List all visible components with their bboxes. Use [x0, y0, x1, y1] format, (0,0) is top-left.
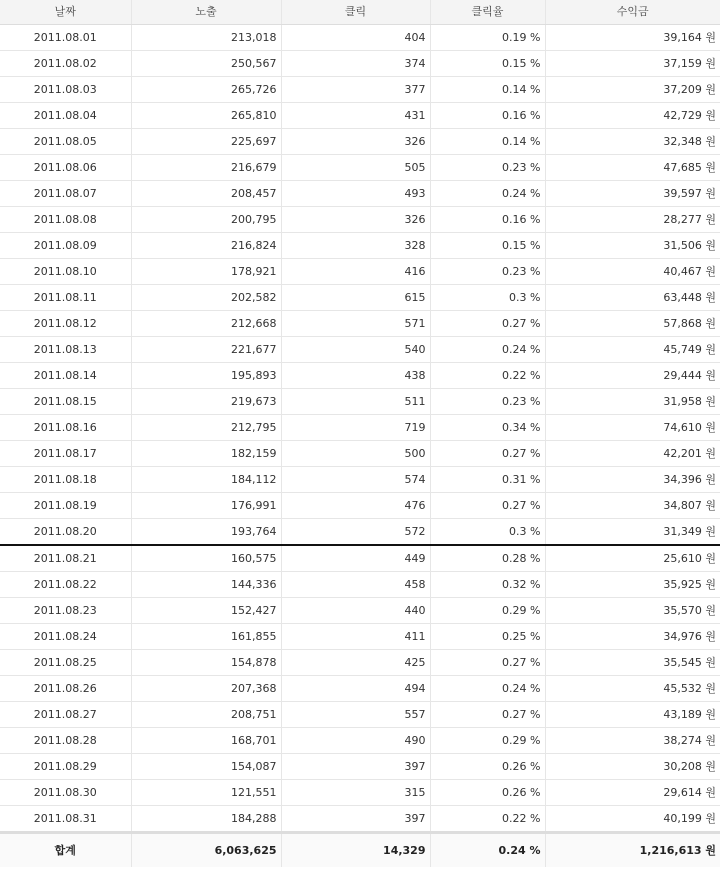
cell-date: 2011.08.30 — [0, 780, 131, 806]
cell-ctr: 0.3 % — [430, 519, 545, 546]
header-row — [0, 0, 720, 25]
table-body — [0, 25, 720, 833]
cell-revenue: 42,729 원 — [545, 103, 720, 129]
total-row — [0, 833, 720, 868]
cell-revenue: 38,274 원 — [545, 728, 720, 754]
table-row — [0, 780, 720, 806]
table-row — [0, 77, 720, 103]
cell-revenue: 63,448 원 — [545, 285, 720, 311]
cell-ctr: 0.14 % — [430, 77, 545, 103]
table-footer — [0, 833, 720, 868]
column-header-ctr[interactable]: 클릭율 — [430, 0, 545, 25]
total-impressions: 6,063,625 — [131, 833, 281, 868]
cell-clicks: 574 — [281, 467, 430, 493]
cell-clicks: 326 — [281, 207, 430, 233]
cell-date: 2011.08.12 — [0, 311, 131, 337]
table-header — [0, 0, 720, 25]
cell-impressions: 216,679 — [131, 155, 281, 181]
cell-date: 2011.08.10 — [0, 259, 131, 285]
cell-clicks: 397 — [281, 806, 430, 833]
cell-date: 2011.08.28 — [0, 728, 131, 754]
cell-ctr: 0.16 % — [430, 207, 545, 233]
table-row — [0, 389, 720, 415]
cell-revenue: 40,467 원 — [545, 259, 720, 285]
cell-clicks: 719 — [281, 415, 430, 441]
table-row — [0, 155, 720, 181]
table-row — [0, 25, 720, 51]
cell-revenue: 37,159 원 — [545, 51, 720, 77]
cell-ctr: 0.29 % — [430, 728, 545, 754]
table-row — [0, 598, 720, 624]
cell-clicks: 458 — [281, 572, 430, 598]
cell-revenue: 37,209 원 — [545, 77, 720, 103]
cell-ctr: 0.24 % — [430, 337, 545, 363]
table-row — [0, 806, 720, 833]
table-row — [0, 363, 720, 389]
cell-impressions: 213,018 — [131, 25, 281, 51]
cell-impressions: 200,795 — [131, 207, 281, 233]
cell-clicks: 557 — [281, 702, 430, 728]
cell-ctr: 0.15 % — [430, 233, 545, 259]
cell-ctr: 0.23 % — [430, 155, 545, 181]
cell-revenue: 57,868 원 — [545, 311, 720, 337]
cell-revenue: 39,164 원 — [545, 25, 720, 51]
cell-date: 2011.08.03 — [0, 77, 131, 103]
total-label: 합계 — [0, 833, 131, 868]
cell-ctr: 0.32 % — [430, 572, 545, 598]
cell-ctr: 0.23 % — [430, 259, 545, 285]
cell-clicks: 411 — [281, 624, 430, 650]
cell-ctr: 0.28 % — [430, 545, 545, 572]
cell-revenue: 35,570 원 — [545, 598, 720, 624]
cell-date: 2011.08.08 — [0, 207, 131, 233]
cell-revenue: 25,610 원 — [545, 545, 720, 572]
cell-ctr: 0.26 % — [430, 754, 545, 780]
cell-clicks: 404 — [281, 25, 430, 51]
cell-impressions: 250,567 — [131, 51, 281, 77]
cell-impressions: 184,288 — [131, 806, 281, 833]
cell-revenue: 42,201 원 — [545, 441, 720, 467]
cell-impressions: 184,112 — [131, 467, 281, 493]
cell-impressions: 154,878 — [131, 650, 281, 676]
cell-clicks: 438 — [281, 363, 430, 389]
cell-ctr: 0.24 % — [430, 181, 545, 207]
cell-clicks: 493 — [281, 181, 430, 207]
table-row — [0, 311, 720, 337]
table-row — [0, 337, 720, 363]
cell-impressions: 161,855 — [131, 624, 281, 650]
cell-date: 2011.08.01 — [0, 25, 131, 51]
cell-impressions: 182,159 — [131, 441, 281, 467]
cell-ctr: 0.14 % — [430, 129, 545, 155]
cell-clicks: 505 — [281, 155, 430, 181]
cell-date: 2011.08.25 — [0, 650, 131, 676]
cell-impressions: 221,677 — [131, 337, 281, 363]
cell-revenue: 45,532 원 — [545, 676, 720, 702]
column-header-date[interactable]: 날짜 — [0, 0, 131, 25]
cell-date: 2011.08.18 — [0, 467, 131, 493]
cell-clicks: 449 — [281, 545, 430, 572]
cell-date: 2011.08.24 — [0, 624, 131, 650]
cell-ctr: 0.15 % — [430, 51, 545, 77]
cell-revenue: 39,597 원 — [545, 181, 720, 207]
cell-ctr: 0.27 % — [430, 441, 545, 467]
cell-impressions: 208,457 — [131, 181, 281, 207]
cell-revenue: 74,610 원 — [545, 415, 720, 441]
cell-impressions: 225,697 — [131, 129, 281, 155]
cell-impressions: 207,368 — [131, 676, 281, 702]
cell-revenue: 29,444 원 — [545, 363, 720, 389]
cell-ctr: 0.22 % — [430, 363, 545, 389]
cell-impressions: 212,795 — [131, 415, 281, 441]
cell-clicks: 326 — [281, 129, 430, 155]
cell-clicks: 476 — [281, 493, 430, 519]
table-row — [0, 754, 720, 780]
cell-date: 2011.08.29 — [0, 754, 131, 780]
cell-ctr: 0.34 % — [430, 415, 545, 441]
cell-date: 2011.08.17 — [0, 441, 131, 467]
table-row — [0, 207, 720, 233]
cell-clicks: 615 — [281, 285, 430, 311]
cell-revenue: 29,614 원 — [545, 780, 720, 806]
cell-date: 2011.08.07 — [0, 181, 131, 207]
cell-clicks: 511 — [281, 389, 430, 415]
cell-date: 2011.08.21 — [0, 545, 131, 572]
total-ctr: 0.24 % — [430, 833, 545, 868]
cell-impressions: 178,921 — [131, 259, 281, 285]
cell-clicks: 431 — [281, 103, 430, 129]
total-revenue: 1,216,613 원 — [545, 833, 720, 868]
table-row — [0, 129, 720, 155]
cell-clicks: 397 — [281, 754, 430, 780]
cell-revenue: 32,348 원 — [545, 129, 720, 155]
cell-clicks: 416 — [281, 259, 430, 285]
table-row — [0, 519, 720, 546]
cell-ctr: 0.26 % — [430, 780, 545, 806]
cell-revenue: 34,807 원 — [545, 493, 720, 519]
cell-impressions: 265,810 — [131, 103, 281, 129]
cell-date: 2011.08.15 — [0, 389, 131, 415]
cell-impressions: 154,087 — [131, 754, 281, 780]
table-row — [0, 233, 720, 259]
table-row — [0, 624, 720, 650]
cell-impressions: 168,701 — [131, 728, 281, 754]
cell-date: 2011.08.19 — [0, 493, 131, 519]
cell-date: 2011.08.26 — [0, 676, 131, 702]
cell-revenue: 47,685 원 — [545, 155, 720, 181]
cell-impressions: 202,582 — [131, 285, 281, 311]
cell-impressions: 216,824 — [131, 233, 281, 259]
cell-ctr: 0.31 % — [430, 467, 545, 493]
cell-clicks: 328 — [281, 233, 430, 259]
cell-impressions: 195,893 — [131, 363, 281, 389]
cell-date: 2011.08.14 — [0, 363, 131, 389]
table-row — [0, 650, 720, 676]
cell-revenue: 40,199 원 — [545, 806, 720, 833]
cell-date: 2011.08.31 — [0, 806, 131, 833]
table-row — [0, 441, 720, 467]
cell-revenue: 31,349 원 — [545, 519, 720, 546]
table-row — [0, 181, 720, 207]
cell-date: 2011.08.20 — [0, 519, 131, 546]
cell-revenue: 34,976 원 — [545, 624, 720, 650]
cell-ctr: 0.27 % — [430, 493, 545, 519]
table-row — [0, 51, 720, 77]
cell-clicks: 440 — [281, 598, 430, 624]
cell-clicks: 572 — [281, 519, 430, 546]
cell-date: 2011.08.09 — [0, 233, 131, 259]
table-row — [0, 415, 720, 441]
cell-clicks: 315 — [281, 780, 430, 806]
cell-impressions: 265,726 — [131, 77, 281, 103]
cell-revenue: 43,189 원 — [545, 702, 720, 728]
total-clicks: 14,329 — [281, 833, 430, 868]
cell-date: 2011.08.06 — [0, 155, 131, 181]
table-row — [0, 493, 720, 519]
table-row — [0, 285, 720, 311]
cell-date: 2011.08.27 — [0, 702, 131, 728]
cell-ctr: 0.16 % — [430, 103, 545, 129]
cell-ctr: 0.3 % — [430, 285, 545, 311]
cell-impressions: 208,751 — [131, 702, 281, 728]
cell-ctr: 0.23 % — [430, 389, 545, 415]
cell-clicks: 494 — [281, 676, 430, 702]
cell-ctr: 0.22 % — [430, 806, 545, 833]
cell-revenue: 45,749 원 — [545, 337, 720, 363]
cell-revenue: 34,396 원 — [545, 467, 720, 493]
cell-impressions: 160,575 — [131, 545, 281, 572]
cell-impressions: 176,991 — [131, 493, 281, 519]
table-row — [0, 572, 720, 598]
cell-ctr: 0.24 % — [430, 676, 545, 702]
cell-clicks: 571 — [281, 311, 430, 337]
cell-ctr: 0.19 % — [430, 25, 545, 51]
cell-ctr: 0.27 % — [430, 650, 545, 676]
cell-ctr: 0.27 % — [430, 702, 545, 728]
cell-date: 2011.08.05 — [0, 129, 131, 155]
cell-impressions: 193,764 — [131, 519, 281, 546]
column-header-impressions[interactable]: 노출 — [131, 0, 281, 25]
cell-impressions: 212,668 — [131, 311, 281, 337]
cell-ctr: 0.29 % — [430, 598, 545, 624]
cell-date: 2011.08.02 — [0, 51, 131, 77]
cell-date: 2011.08.23 — [0, 598, 131, 624]
table-row — [0, 467, 720, 493]
table-row — [0, 728, 720, 754]
cell-revenue: 35,925 원 — [545, 572, 720, 598]
cell-ctr: 0.25 % — [430, 624, 545, 650]
table-row — [0, 103, 720, 129]
cell-revenue: 28,277 원 — [545, 207, 720, 233]
column-header-clicks[interactable]: 클릭 — [281, 0, 430, 25]
cell-clicks: 377 — [281, 77, 430, 103]
table-row — [0, 259, 720, 285]
table-row — [0, 702, 720, 728]
cell-clicks: 540 — [281, 337, 430, 363]
table-row — [0, 545, 720, 572]
cell-date: 2011.08.13 — [0, 337, 131, 363]
cell-date: 2011.08.16 — [0, 415, 131, 441]
cell-date: 2011.08.04 — [0, 103, 131, 129]
cell-ctr: 0.27 % — [430, 311, 545, 337]
cell-revenue: 31,506 원 — [545, 233, 720, 259]
table-row — [0, 676, 720, 702]
cell-clicks: 500 — [281, 441, 430, 467]
cell-revenue: 30,208 원 — [545, 754, 720, 780]
cell-impressions: 219,673 — [131, 389, 281, 415]
cell-clicks: 425 — [281, 650, 430, 676]
cell-revenue: 35,545 원 — [545, 650, 720, 676]
cell-impressions: 144,336 — [131, 572, 281, 598]
cell-revenue: 31,958 원 — [545, 389, 720, 415]
column-header-revenue[interactable]: 수익금 — [545, 0, 720, 25]
cell-date: 2011.08.22 — [0, 572, 131, 598]
cell-clicks: 374 — [281, 51, 430, 77]
cell-impressions: 152,427 — [131, 598, 281, 624]
cell-clicks: 490 — [281, 728, 430, 754]
cell-impressions: 121,551 — [131, 780, 281, 806]
cell-date: 2011.08.11 — [0, 285, 131, 311]
